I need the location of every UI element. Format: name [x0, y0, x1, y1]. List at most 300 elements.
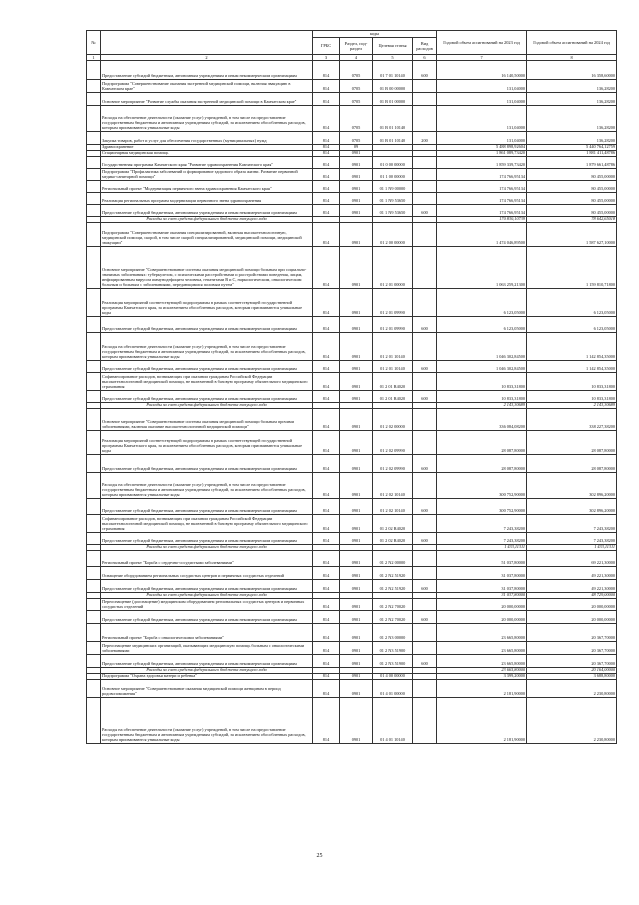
row-vr-cell — [413, 223, 437, 247]
row-razdel-cell: 0901 — [340, 431, 373, 455]
row-grbs-cell: 814 — [313, 473, 340, 499]
row-name-cell: Стационарная медицинская помощь — [101, 151, 313, 157]
row-vr-cell: 200 — [413, 132, 437, 145]
row-razdel-cell: 0901 — [340, 624, 373, 642]
page-number: 25 — [316, 853, 323, 859]
row-name-cell: Расходы на обеспечение деятельности (оказание услуг) учреждений, в том числе на предоставление государственным бюджетным и автономным учреждениям субсидий, за исключением обособленных расходов, которым присваиваются уникальные коды — [101, 106, 313, 132]
row-value-2024-cell: 1 159 810,71800 — [527, 247, 617, 289]
table-body — [87, 61, 617, 744]
row-grbs-cell: 814 — [313, 674, 340, 680]
row-number-cell — [87, 533, 101, 545]
row-vr-cell — [413, 431, 437, 455]
row-csr-cell: 01 1 N9 00000 — [373, 181, 413, 193]
row-razdel-cell: 0901 — [340, 193, 373, 205]
row-grbs-cell: 814 — [313, 61, 340, 80]
row-razdel-cell: 0901 — [340, 205, 373, 217]
row-value-2024-cell: 1 142 854,35000 — [527, 333, 617, 361]
row-razdel-cell: 0901 — [340, 533, 373, 545]
row-grbs-cell: 814 — [313, 157, 340, 169]
row-name-cell: Предоставление субсидий бюджетным, автономным учреждениям и иным некоммерческим организациям — [101, 533, 313, 545]
table-header — [87, 31, 617, 61]
header-col-number: 8 — [527, 55, 617, 61]
row-razdel-cell: 0901 — [340, 289, 373, 317]
row-number-cell — [87, 642, 101, 655]
row-grbs-cell: 814 — [313, 567, 340, 580]
table-row — [87, 655, 617, 668]
row-csr-cell: 01 2 02 09990 — [373, 455, 413, 473]
header-year-2023: Годовой объем ассигнований на 2023 год — [437, 31, 527, 55]
table-row — [87, 333, 617, 361]
row-value-2023-cell: 28 087,80000 — [437, 455, 527, 473]
table-row — [87, 391, 617, 403]
row-razdel-cell: 0901 — [340, 181, 373, 193]
row-name-cell: Основное мероприятие "Совершенствование системы оказания медицинской помощи больным прочими заболеваниями, включая оказание высокотехнологичной медицинской помощи" — [101, 409, 313, 431]
table-row — [87, 80, 617, 93]
row-grbs-cell: 814 — [313, 680, 340, 698]
table-row — [87, 567, 617, 580]
row-name-cell: Переоснащение медицинских организаций, оказывающих медицинскую помощь больным с онкологическими заболеваниями — [101, 642, 313, 655]
row-name-cell: Предоставление субсидий бюджетным, автономным учреждениям и иным некоммерческим организациям — [101, 499, 313, 515]
row-grbs-cell: 814 — [313, 181, 340, 193]
row-razdel-cell: 0705 — [340, 106, 373, 132]
row-value-2024-cell: 49 221,30000 — [527, 580, 617, 593]
row-value-2023-cell: 5 488 898,92604 — [437, 145, 527, 151]
row-razdel-cell: 0901 — [340, 333, 373, 361]
row-number-cell — [87, 205, 101, 217]
row-grbs-cell: 814 — [313, 533, 340, 545]
row-name-cell: Региональный проект "Модернизация первичного звена здравоохранения Камчатского края" — [101, 181, 313, 193]
row-number-cell — [87, 391, 101, 403]
header-col-number: 4 — [340, 55, 373, 61]
row-vr-cell — [413, 373, 437, 391]
header-col-number: 2 — [101, 55, 313, 61]
row-name-cell: Переоснащение (дооснащение) медицинским оборудованием региональных сосудистых центров и первичных сосудистых отделений — [101, 599, 313, 611]
row-value-2023-cell: 1 046 302,84500 — [437, 333, 527, 361]
row-grbs-cell: 814 — [313, 80, 340, 93]
row-value-2023-cell: 170 830,10739 — [437, 217, 527, 223]
row-value-2023-cell: 1 063 259,21300 — [437, 247, 527, 289]
row-csr-cell: 01 1 N9 53650 — [373, 205, 413, 217]
row-number-cell — [87, 499, 101, 515]
row-grbs-cell: 814 — [313, 391, 340, 403]
row-csr-cell: 01 2 02 R4020 — [373, 515, 413, 533]
row-value-2024-cell: 78 642,65018 — [527, 217, 617, 223]
row-name-cell: Реализация мероприятий соответствующей подпрограммы в рамках соответствующей государственной программы Камчатского края, за исключением обособленных расходов, которым присваиваются уникальные коды — [101, 289, 313, 317]
table-row — [87, 247, 617, 289]
row-number-cell — [87, 223, 101, 247]
row-vr-cell — [413, 698, 437, 744]
row-grbs-cell: 814 — [313, 145, 340, 151]
row-razdel-cell: 0901 — [340, 611, 373, 624]
table-row — [87, 106, 617, 132]
row-number-cell — [87, 361, 101, 373]
row-csr-cell: 01 2 N3 51900 — [373, 642, 413, 655]
row-razdel-cell: 0705 — [340, 80, 373, 93]
row-vr-cell — [413, 599, 437, 611]
row-number-cell — [87, 599, 101, 611]
row-csr-cell: 01 1 00 00000 — [373, 169, 413, 181]
row-vr-cell — [413, 515, 437, 533]
row-vr-cell — [413, 193, 437, 205]
row-name-cell: Подпрограмма "Профилактика заболеваний и формирование здорового образа жизни. Развитие первичной медико-санитарной помощи" — [101, 169, 313, 181]
row-razdel-cell: 0901 — [340, 499, 373, 515]
row-value-2024-cell: 10 833,31800 — [527, 391, 617, 403]
row-grbs-cell: 814 — [313, 655, 340, 668]
row-value-2024-cell: 1 142 854,35000 — [527, 361, 617, 373]
row-value-2024-cell: 20 000,00000 — [527, 599, 617, 611]
header-col-number: 1 — [87, 55, 101, 61]
row-name-cell: Софинансирование расходов, возникающих при оказании гражданам Российской Федерации высокотехнологичной медицинской помощи, не включенной в базовую программу обязательного медицинского страхования — [101, 515, 313, 533]
row-name-cell: Предоставление субсидий бюджетным, автономным учреждениям и иным некоммерческим организациям — [101, 611, 313, 624]
row-grbs-cell: 814 — [313, 93, 340, 106]
row-value-2023-cell: 7 243,38200 — [437, 533, 527, 545]
row-value-2023-cell: 2 181,90000 — [437, 698, 527, 744]
table-row — [87, 373, 617, 391]
row-number-cell — [87, 567, 101, 580]
row-razdel-cell: 0901 — [340, 373, 373, 391]
row-value-2024-cell: 7 243,38200 — [527, 515, 617, 533]
row-grbs-cell: 814 — [313, 193, 340, 205]
header-col-number: 7 — [437, 55, 527, 61]
row-number-cell — [87, 132, 101, 145]
row-number-cell — [87, 624, 101, 642]
table-row — [87, 157, 617, 169]
row-number-cell — [87, 373, 101, 391]
row-name-cell: Расходы за счет средств федерального бюджета текущего года — [101, 668, 313, 674]
row-value-2023-cell: 7 243,38200 — [437, 515, 527, 533]
header-name — [101, 31, 313, 55]
row-value-2024-cell: 136,28200 — [527, 132, 617, 145]
row-vr-cell: 600 — [413, 533, 437, 545]
row-value-2023-cell: 10 833,31800 — [437, 391, 527, 403]
row-razdel-cell: 0901 — [340, 223, 373, 247]
table-row — [87, 431, 617, 455]
row-value-2024-cell: 136,28200 — [527, 80, 617, 93]
header-grbs: ГРБС — [313, 38, 340, 55]
row-name-cell: Здравоохранение — [101, 145, 313, 151]
row-name-cell: Реализация мероприятий соответствующей подпрограммы в рамках соответствующей государственной программы Камчатского края, за исключением обособленных расходов, которым присваиваются уникальные коды — [101, 431, 313, 455]
row-grbs-cell: 814 — [313, 409, 340, 431]
row-csr-cell: 01 2 02 10140 — [373, 499, 413, 515]
row-value-2023-cell: 300 752,90000 — [437, 473, 527, 499]
row-vr-cell — [413, 680, 437, 698]
table-row — [87, 599, 617, 611]
row-value-2023-cell: 23 665,80000 — [437, 655, 527, 668]
row-number-cell — [87, 611, 101, 624]
row-name-cell: Реализация региональных программ модернизации первичного звена здравоохранения — [101, 193, 313, 205]
row-value-2024-cell: 1 587 627,10000 — [527, 223, 617, 247]
row-razdel-cell: 0901 — [340, 361, 373, 373]
row-name-cell: Закупка товаров, работ и услуг для обеспечения государственных (муниципальных) нужд — [101, 132, 313, 145]
row-vr-cell — [413, 157, 437, 169]
row-value-2023-cell: 131,04000 — [437, 132, 527, 145]
header-codes: коды — [313, 31, 437, 38]
row-csr-cell: 01 2 02 10140 — [373, 473, 413, 499]
row-number-cell — [87, 655, 101, 668]
row-name-cell: Основное мероприятие "Совершенствование системы оказания медицинской помощи больным при социально-значимых заболеваниях: туберкулезом, с психическими расстройствами и расстройствами поведения, лицам, инфицированным вирусом иммунодефицита человека, гепатитами В и С, наркологическим, онкологическим больным и больным с заболеваниями, передающимися половым путем" — [101, 247, 313, 289]
row-value-2024-cell: 69 221,30000 — [527, 551, 617, 567]
row-value-2024-cell: 20 164,00000 — [527, 668, 617, 674]
row-vr-cell — [413, 567, 437, 580]
row-grbs-cell: 814 — [313, 132, 340, 145]
table-row — [87, 473, 617, 499]
row-name-cell: Оснащение оборудованием региональных сосудистых центров и первичных сосудистых отделений — [101, 567, 313, 580]
row-razdel-cell: 0901 — [340, 317, 373, 333]
table-row — [87, 93, 617, 106]
row-grbs-cell: 814 — [313, 289, 340, 317]
row-number-cell — [87, 333, 101, 361]
table-row — [87, 455, 617, 473]
row-vr-cell — [413, 106, 437, 132]
row-csr-cell: 01 2 N3 00000 — [373, 624, 413, 642]
row-value-2024-cell: 136,28200 — [527, 106, 617, 132]
row-csr-cell: 01 4 01 10140 — [373, 698, 413, 744]
row-csr-cell: 01 4 00 00000 — [373, 674, 413, 680]
row-csr-cell: 01 2 N2 00000 — [373, 551, 413, 567]
row-number-cell — [87, 93, 101, 106]
row-value-2023-cell: 23 665,80000 — [437, 642, 527, 655]
row-razdel-cell: 09 — [340, 145, 373, 151]
row-razdel-cell: 0901 — [340, 674, 373, 680]
row-number-cell — [87, 698, 101, 744]
row-csr-cell: 01 2 N2 51920 — [373, 580, 413, 593]
row-value-2024-cell: 302 896,20000 — [527, 473, 617, 499]
row-vr-cell: 600 — [413, 455, 437, 473]
row-value-2024-cell: 6 123,05000 — [527, 289, 617, 317]
row-csr-cell: 01 2 N2 70020 — [373, 611, 413, 624]
table-row — [87, 698, 617, 744]
row-name-cell: Предоставление субсидий бюджетным, автономным учреждениям и иным некоммерческим организациям — [101, 317, 313, 333]
row-csr-cell: 01 4 01 00000 — [373, 680, 413, 698]
row-grbs-cell: 814 — [313, 580, 340, 593]
row-value-2023-cell: 3 399,20000 — [437, 674, 527, 680]
row-value-2024-cell: 20 367,70000 — [527, 624, 617, 642]
table-row — [87, 642, 617, 655]
row-name-cell: Государственная программа Камчатского края "Развитие здравоохранения Камчатского края" — [101, 157, 313, 169]
row-value-2024-cell: 20 367,70000 — [527, 642, 617, 655]
row-value-2024-cell: 1 879 661,48786 — [527, 157, 617, 169]
row-vr-cell — [413, 169, 437, 181]
row-value-2023-cell: 28 087,80000 — [437, 431, 527, 455]
header-col-number: 6 — [413, 55, 437, 61]
row-razdel-cell: 0901 — [340, 698, 373, 744]
row-value-2024-cell: 80 455,00000 — [527, 169, 617, 181]
table-row — [87, 499, 617, 515]
row-value-2023-cell: 31 037,80000 — [437, 593, 527, 599]
row-csr-cell: 01 В 00 00000 — [373, 80, 413, 93]
row-csr-cell: 01 2 01 00000 — [373, 247, 413, 289]
row-name-cell: Софинансирование расходов, возникающих при оказании гражданам Российской Федерации высокотехнологичной медицинской помощи, не включенной в базовую программу обязательного медицинского страхования — [101, 373, 313, 391]
row-razdel-cell: 0705 — [340, 61, 373, 80]
row-name-cell: Расходы за счет средств федерального бюджета текущего года — [101, 403, 313, 409]
row-value-2023-cell: 6 123,05000 — [437, 317, 527, 333]
row-grbs-cell: 814 — [313, 106, 340, 132]
table-row — [87, 205, 617, 217]
row-name-cell: Расходы на обеспечение деятельности (оказание услуг) учреждений, в том числе на предоставление государственным бюджетным и автономным учреждениям субсидий, за исключением обособленных расходов, которым присваиваются уникальные коды — [101, 333, 313, 361]
header-year-2024: Годовой объем ассигнований на 2024 год — [527, 31, 617, 55]
row-value-2023-cell: 23 665,80000 — [437, 624, 527, 642]
row-name-cell: Предоставление субсидий бюджетным, автономным учреждениям и иным некоммерческим организациям — [101, 655, 313, 668]
row-razdel-cell: 0901 — [340, 169, 373, 181]
row-name-cell: Предоставление субсидий бюджетным, автономным учреждениям и иным некоммерческим организациям — [101, 391, 313, 403]
row-value-2023-cell: 51 037,80000 — [437, 551, 527, 567]
row-vr-cell — [413, 181, 437, 193]
row-grbs-cell: 814 — [313, 624, 340, 642]
row-grbs-cell: 814 — [313, 642, 340, 655]
row-value-2023-cell: 1 859 339,73420 — [437, 157, 527, 169]
row-name-cell: Расходы за счет средств федерального бюджета текущего года — [101, 217, 313, 223]
row-value-2024-cell: 2 230,80000 — [527, 680, 617, 698]
row-vr-cell — [413, 551, 437, 567]
row-value-2023-cell: 300 752,90000 — [437, 499, 527, 515]
row-value-2024-cell: 49 221,30000 — [527, 567, 617, 580]
table-row — [87, 551, 617, 567]
table-row — [87, 361, 617, 373]
row-csr-cell: 01 2 02 09990 — [373, 431, 413, 455]
row-name-cell: Расходы на обеспечение деятельности (оказание услуг) учреждений, в том числе на предоставление государственным бюджетным и автономным учреждениям субсидий, за исключением обособленных расходов, которым присваиваются уникальные коды — [101, 698, 313, 744]
row-number-cell — [87, 193, 101, 205]
row-vr-cell: 600 — [413, 580, 437, 593]
table-row — [87, 193, 617, 205]
row-number-cell — [87, 580, 101, 593]
row-value-2024-cell: 1 433,11311 — [527, 545, 617, 551]
row-number-cell — [87, 515, 101, 533]
row-value-2023-cell: 174 766,95134 — [437, 205, 527, 217]
row-vr-cell: 600 — [413, 655, 437, 668]
row-name-cell: Расходы за счет средств федерального бюджета текущего года — [101, 593, 313, 599]
row-value-2023-cell: 1 433,11311 — [437, 545, 527, 551]
row-grbs-cell: 814 — [313, 698, 340, 744]
row-grbs-cell: 814 — [313, 455, 340, 473]
row-number-cell — [87, 247, 101, 289]
row-csr-cell: 01 2 01 09990 — [373, 317, 413, 333]
row-csr-cell: 01 2 01 10140 — [373, 333, 413, 361]
row-vr-cell: 600 — [413, 61, 437, 80]
row-name-cell: Предоставление субсидий бюджетным, автономным учреждениям и иным некоммерческим организациям — [101, 205, 313, 217]
row-vr-cell — [413, 624, 437, 642]
table-row — [87, 181, 617, 193]
row-razdel-cell: 0901 — [340, 473, 373, 499]
row-number-cell — [87, 106, 101, 132]
row-value-2024-cell: 28 087,80000 — [527, 455, 617, 473]
row-csr-cell: 01 2 02 00000 — [373, 409, 413, 431]
row-grbs-cell: 814 — [313, 247, 340, 289]
row-value-2023-cell: 174 766,95134 — [437, 181, 527, 193]
row-name-cell: Расходы на обеспечение деятельности (оказание услуг) учреждений, в том числе на предоставление государственным бюджетным и автономным учреждениям субсидий, за исключением обособленных расходов, которым присваиваются уникальные коды — [101, 473, 313, 499]
table-row — [87, 580, 617, 593]
row-name-cell: Предоставление субсидий бюджетным, автономным учреждениям и иным некоммерческим организациям — [101, 361, 313, 373]
row-number-cell — [87, 61, 101, 80]
row-number-cell — [87, 181, 101, 193]
row-value-2024-cell: 7 243,38200 — [527, 533, 617, 545]
row-number-cell — [87, 551, 101, 567]
table-row — [87, 533, 617, 545]
row-number-cell — [87, 169, 101, 181]
header-col-number: 3 — [313, 55, 340, 61]
row-csr-cell: 01 2 01 R4020 — [373, 373, 413, 391]
row-name-cell: Региональный проект "Борьба с онкологическими заболеваниями" — [101, 624, 313, 642]
row-number-cell — [87, 455, 101, 473]
row-grbs-cell: 814 — [313, 431, 340, 455]
row-value-2023-cell: 2 143,30689 — [437, 403, 527, 409]
table-row — [87, 680, 617, 698]
row-value-2024-cell: 28 087,80000 — [527, 431, 617, 455]
row-csr-cell: 01 В 01 10140 — [373, 132, 413, 145]
row-csr-cell: 01 2 01 10140 — [373, 361, 413, 373]
row-value-2024-cell: 338 227,38200 — [527, 409, 617, 431]
row-csr-cell: 01 0 00 00000 — [373, 157, 413, 169]
header-num: № — [87, 31, 101, 55]
row-number-cell — [87, 317, 101, 333]
row-vr-cell — [413, 93, 437, 106]
row-value-2024-cell: 48 729,00000 — [527, 593, 617, 599]
row-name-cell: Предоставление субсидий бюджетным, автономным учреждениям и иным некоммерческим организациям — [101, 580, 313, 593]
header-col-number: 5 — [373, 55, 413, 61]
row-number-cell — [87, 680, 101, 698]
row-value-2024-cell: 16 358,60000 — [527, 61, 617, 80]
row-razdel-cell: 0705 — [340, 93, 373, 106]
row-value-2023-cell: 23 665,80000 — [437, 668, 527, 674]
row-number-cell — [87, 409, 101, 431]
row-grbs-cell: 814 — [313, 551, 340, 567]
table-row — [87, 61, 617, 80]
row-vr-cell: 600 — [413, 391, 437, 403]
header-vr: Вид расходов — [413, 38, 437, 55]
row-grbs-cell: 814 — [313, 205, 340, 217]
row-razdel-cell: 0901 — [340, 409, 373, 431]
row-grbs-cell: 814 — [313, 151, 340, 157]
row-value-2024-cell: 20 000,00000 — [527, 611, 617, 624]
row-grbs-cell: 814 — [313, 499, 340, 515]
row-value-2023-cell: 20 000,00000 — [437, 599, 527, 611]
row-value-2023-cell: 6 123,05000 — [437, 289, 527, 317]
row-csr-cell: 01 2 02 R4020 — [373, 533, 413, 545]
row-razdel-cell: 0901 — [340, 391, 373, 403]
row-name-cell: Расходы за счет средств федерального бюджета текущего года — [101, 545, 313, 551]
row-value-2024-cell: 136,28200 — [527, 93, 617, 106]
row-vr-cell: 600 — [413, 205, 437, 217]
row-grbs-cell: 814 — [313, 373, 340, 391]
row-csr-cell: 01 2 01 09990 — [373, 289, 413, 317]
row-value-2024-cell: 10 833,31800 — [527, 373, 617, 391]
row-value-2023-cell: 2 181,90000 — [437, 680, 527, 698]
table-row — [87, 611, 617, 624]
row-csr-cell: 01 1 N9 53650 — [373, 193, 413, 205]
row-value-2023-cell: 174 766,95134 — [437, 193, 527, 205]
row-vr-cell: 600 — [413, 361, 437, 373]
row-grbs-cell: 814 — [313, 317, 340, 333]
row-grbs-cell: 814 — [313, 611, 340, 624]
header-csr: Целевая статья — [373, 38, 413, 55]
row-number-cell — [87, 289, 101, 317]
row-number-cell — [87, 80, 101, 93]
row-csr-cell: 01 2 N2 51920 — [373, 567, 413, 580]
row-value-2023-cell: 131,04000 — [437, 106, 527, 132]
row-razdel-cell: 0901 — [340, 151, 373, 157]
row-csr-cell: 01 2 00 00000 — [373, 223, 413, 247]
row-razdel-cell: 0901 — [340, 580, 373, 593]
table-row — [87, 223, 617, 247]
table-row — [87, 317, 617, 333]
row-value-2023-cell: 131,04000 — [437, 80, 527, 93]
row-csr-cell: 01 2 N3 51900 — [373, 655, 413, 668]
row-value-2024-cell: 2 143,30689 — [527, 403, 617, 409]
row-razdel-cell: 0901 — [340, 551, 373, 567]
row-csr-cell: 01 В 01 00000 — [373, 93, 413, 106]
row-value-2023-cell: 174 766,95134 — [437, 169, 527, 181]
table-row — [87, 169, 617, 181]
row-razdel-cell: 0901 — [340, 455, 373, 473]
